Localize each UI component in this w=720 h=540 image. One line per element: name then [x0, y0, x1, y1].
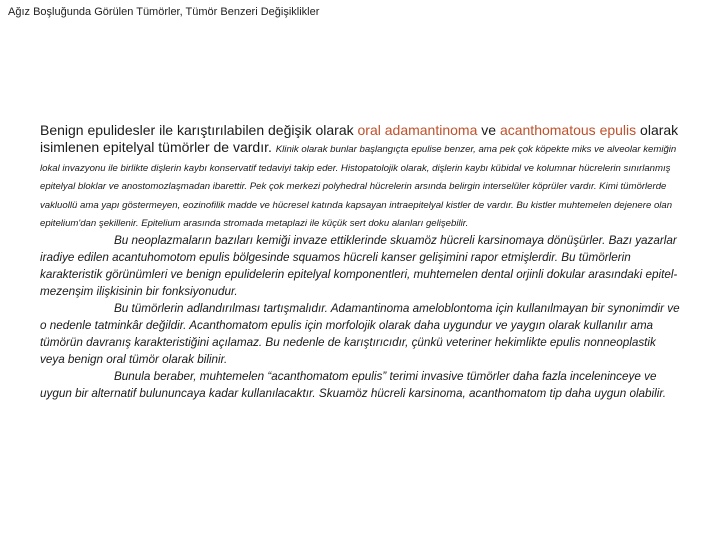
intro-paragraph	[40, 122, 680, 232]
paragraph-carcinoma	[40, 232, 680, 300]
slide-body	[40, 122, 680, 402]
paragraph-text: Bu neoplazmaların bazıları kemiği invaze ettiklerinde skuamöz hücreli karsinomaya dönüşürler. Bazı yazarlar iradiye edilen acantuhomotom epulis bölgesinde squamos hücreli kanser gelişimini rapor etmişlerdir. Bu tümörlerin karakteristik görünümleri ve benign epulidelerin epitelyal komponentleri, muhtemelen dental orjinli dokular arasındaki epitel-mezenşim ilişkisinin bir fonksiyonudur.	[40, 233, 678, 298]
term-acanthomatous-epulis: acanthomatous epulis	[499, 122, 637, 138]
paragraph-text: Bu tümörlerin adlandırılması tartışmalıdır. Adamantinoma ameloblontoma için kullanılmayan bir synonimdir ve o nedenle tatminkâr değildir. Acanthomatom epulis için morfolojik olarak daha uygundur ve yaygın olarak kullanılır ama tümörün davranış karakteristiğini açılamaz. Bu nedenle de karıştırıcıdır, çünkü veteriner hekimlikte epulis nonneoplastik veya benign oral tümör olarak bilinir.	[40, 301, 680, 366]
intro-text-3: olarak isimlenen epitelyal tümörler de vardır.	[40, 122, 679, 155]
slide-title: Ağız Boşluğunda Görülen Tümörler, Tümör Benzeri Değişiklikler	[8, 6, 320, 18]
paragraph-nomenclature	[40, 300, 680, 368]
intro-text-1: Benign epulidesler ile karıştırılabilen değişik olarak	[40, 122, 358, 138]
paragraph-text: Bunula beraber, muhtemelen “acanthomatom epulis” terimi invasive tümörler daha fazla inceleninceye ve uygun bir alternatif bulununcaya kadar kullanılacaktır. Skuamöz hücreli karsinoma, acanthomatom tip daha uygun olabilir.	[40, 369, 667, 400]
clinical-description: Klinik olarak bunlar başlangıçta epulise benzer, ama pek çok köpekte miks ve alveolar kemiğin lokal invazyonu ile birlikte dişlerin kaybı konservatif tedaviyi takip eder. Histopatolojik olarak, dişlerin kaybı kübidal ve kolumnar hücrelerin sınırlanmış epitelyal bloklar ve anostomozlaşmadan ibarettir. Pek çok merkezi polyhedral hücrelerin arsında belirgin interselüler köprüler vardır. Kimi tümörlerde vakluollü ama yapı göstermeyen, eozinofilik madde ve hücresel katında kapsayan intraepitelyal kistler de vardır. Bu kistler muhtemelen dejenere olan epitelium'dan şekillenir. Epitelium arasında stromada metaplazi ile küçük sert doku alanları gelişebilir.	[40, 144, 677, 229]
paragraph-conclusion	[40, 368, 680, 402]
term-oral-adamantinoma: oral adamantinoma	[357, 122, 478, 138]
intro-text-2: ve	[477, 122, 500, 138]
